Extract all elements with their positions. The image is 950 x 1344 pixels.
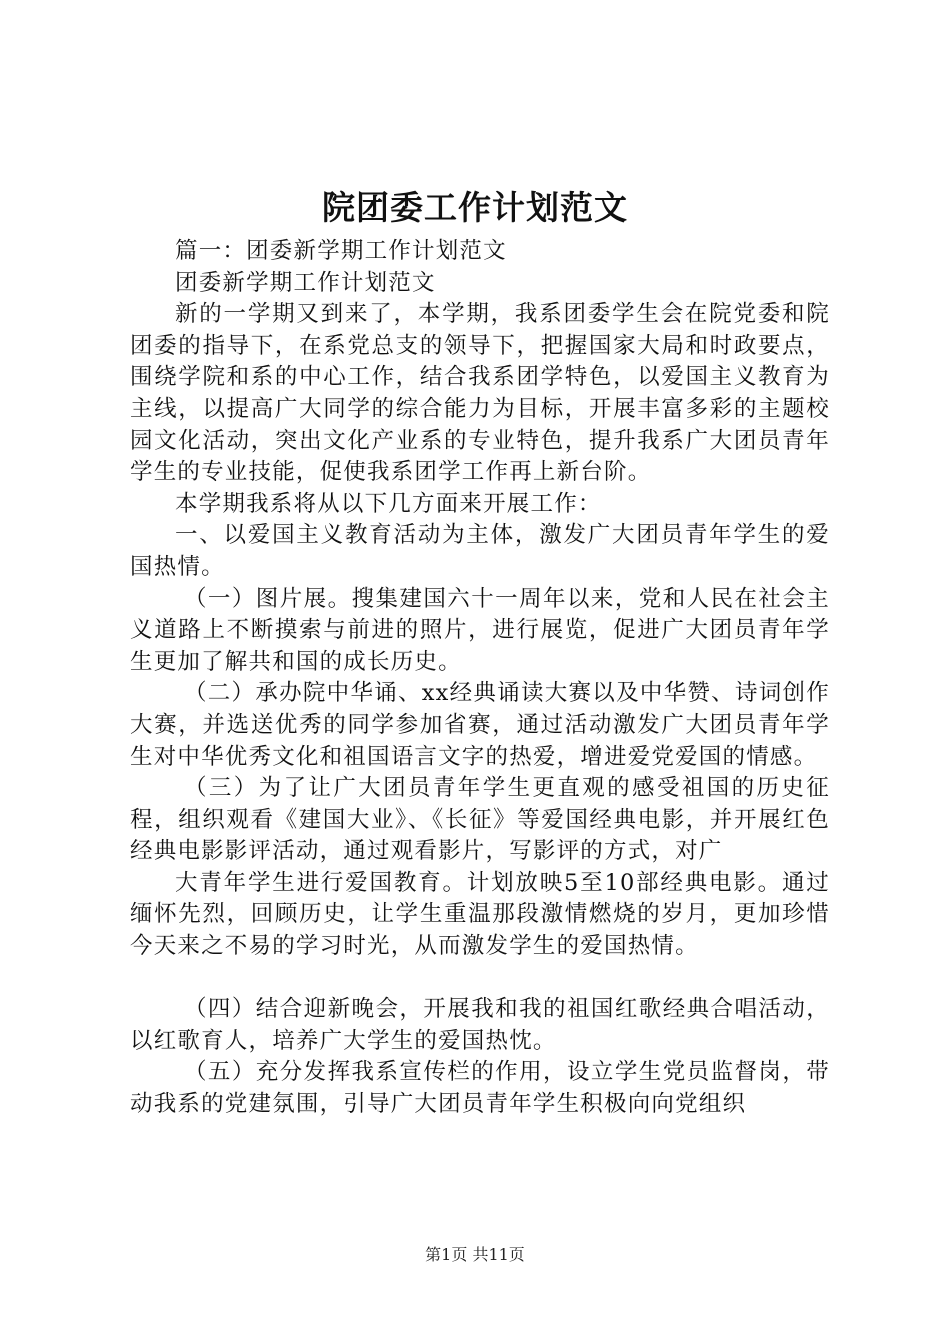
paragraph-subitem-3: （三）为了让广大团员青年学生更直观的感受祖国的历史征程，组织观看《建国大业》、《长征》等爱国经典电影，并开展红色经典电影影评活动，通过观看影片，写影评的方式，对广 <box>130 775 830 865</box>
paragraph-item-1: 一、以爱国主义教育活动为主体，激发广大团员青年学生的爱国热情。 <box>130 522 830 580</box>
paragraph-subitem-5: （五）充分发挥我系宣传栏的作用，设立学生党员监督岗，带动我系的党建氛围，引导广大团员青年学生积极向向党组织 <box>130 1059 830 1118</box>
paragraph-subitem-1: （一）图片展。搜集建国六十一周年以来，党和人民在社会主义道路上不断摸索与前进的照片，进行展览，促进广大团员青年学生更加了解共和国的成长历史。 <box>130 585 830 675</box>
paragraph-subitem-2: （二）承办院中华诵、xx经典诵读大赛以及中华赞、诗词创作大赛，并选送优秀的同学参加省赛，通过活动激发广大团员青年学生对中华优秀文化和祖国语言文字的热爱，增进爱党爱国的情感。 <box>130 680 830 770</box>
paragraph-subitem-3-continued: 大青年学生进行爱国教育。计划放映5至10部经典电影。通过缅怀先烈，回顾历史，让学生重温那段激情燃烧的岁月，更加珍惜今天来之不易的学习时光，从而激发学生的爱国热情。 <box>130 869 830 960</box>
paragraph-subtitle: 团委新学期工作计划范文 <box>175 269 436 296</box>
paragraph-overview: 本学期我系将从以下几方面来开展工作： <box>175 490 602 517</box>
paragraph-subitem-4: （四）结合迎新晚会，开展我和我的祖国红歌经典合唱活动，以红歌育人，培养广大学生的爱国热忱。 <box>130 996 830 1054</box>
document-body <box>130 236 830 1121</box>
paragraph-section-heading: 篇一：团委新学期工作计划范文 <box>175 238 507 264</box>
document-title: 院团委工作计划范文 <box>322 188 628 227</box>
page-number-footer: 第1页 共11页 <box>425 1245 525 1264</box>
paragraph-intro: 新的一学期又到来了，本学期，我系团委学生会在院党委和院团委的指导下，在系党总支的领导下，把握国家大局和时政要点，围绕学院和系的中心工作，结合我系团学特色，以爱国主义教育为主线，以提高广大同学的综合能力为目标，开展丰富多彩的主题校园文化活动，突出文化产业系的专业特色，提升我系广大团员青年学生的专业技能，促使我系团学工作再上新台阶。 <box>130 301 830 486</box>
